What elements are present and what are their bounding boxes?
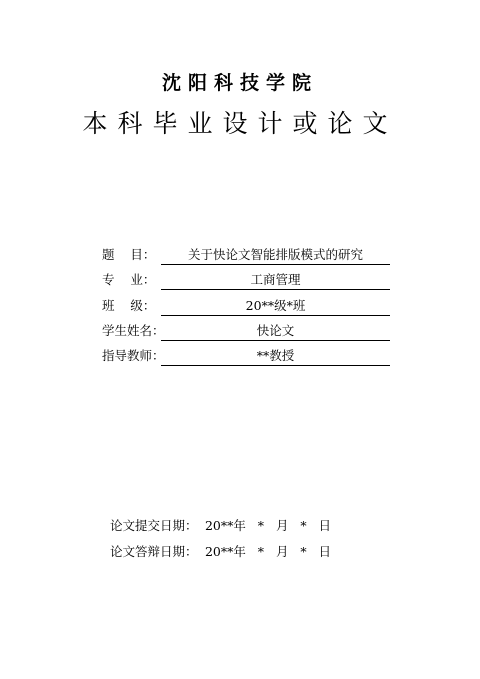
advisor-value: **教授 <box>161 346 390 366</box>
defense-date-row <box>102 522 332 559</box>
document-title: 本科毕业设计或论文 <box>82 109 398 138</box>
major-value: 工商管理 <box>161 270 390 290</box>
major-row <box>0 270 480 290</box>
advisor-row <box>0 346 480 366</box>
defense-date-label: 论文答辩日期： <box>109 544 198 559</box>
advisor-label: 指导教师： <box>102 348 165 363</box>
class-label: 班 级： <box>102 298 156 313</box>
submission-date-label: 论文提交日期： <box>109 518 198 533</box>
topic-row <box>0 245 480 265</box>
submission-date-row <box>102 496 332 533</box>
student-name-label: 学生姓名： <box>102 323 165 338</box>
class-row <box>0 296 480 316</box>
defense-date-value: 20**年 * 月 * 日 <box>204 544 332 559</box>
school-name: 沈阳科技学院 <box>161 72 318 94</box>
student-name-row <box>0 321 480 341</box>
major-label: 专 业： <box>102 272 156 287</box>
student-name-value: 快论文 <box>161 321 390 341</box>
class-value: 20**级*班 <box>161 296 390 316</box>
topic-label: 题 目： <box>102 247 156 262</box>
submission-date-value: 20**年 * 月 * 日 <box>204 518 332 533</box>
topic-value: 关于快论文智能排版模式的研究 <box>161 245 390 265</box>
